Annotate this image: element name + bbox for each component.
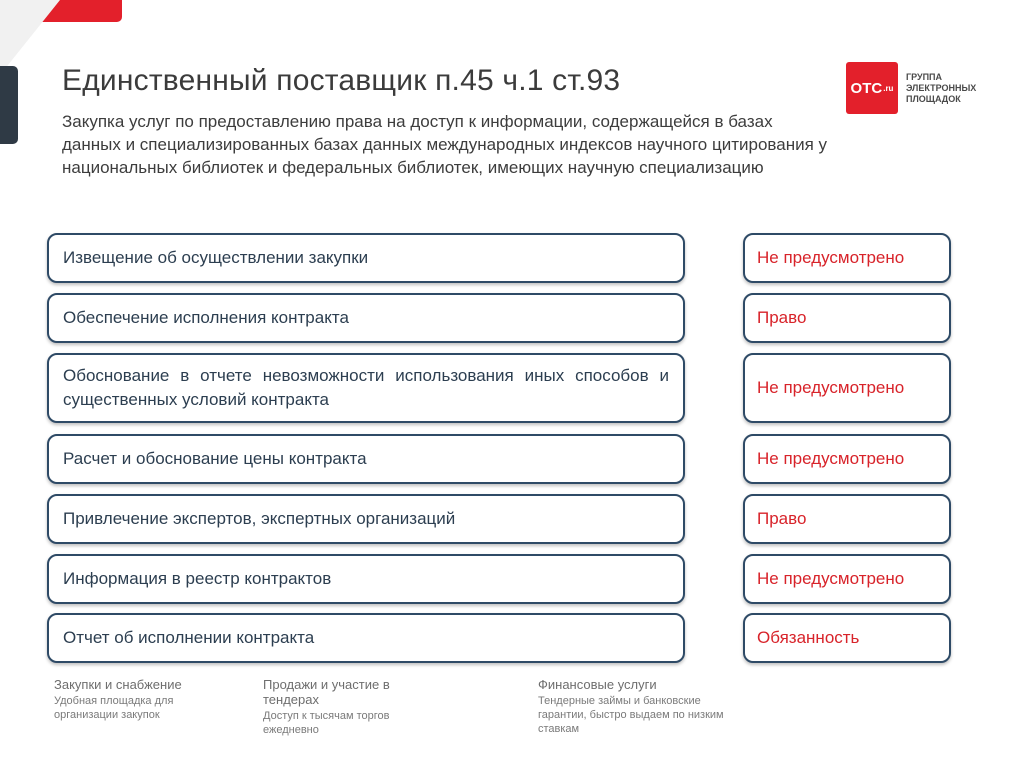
footer-sales[interactable] bbox=[263, 677, 433, 737]
row-status: Право bbox=[743, 293, 951, 343]
row-label: Расчет и обоснование цены контракта bbox=[47, 434, 685, 484]
footer-heading: Финансовые услуги bbox=[538, 677, 657, 692]
ots-logo[interactable] bbox=[846, 62, 984, 114]
ots-logo-mark bbox=[846, 62, 898, 114]
footer-description: Удобная площадка для организации закупок bbox=[54, 695, 174, 721]
footer-procurement[interactable] bbox=[54, 677, 224, 722]
footer-heading: Продажи и участие в тендерах bbox=[263, 677, 390, 707]
page-title: Единственный поставщик п.45 ч.1 ст.93 bbox=[62, 64, 621, 97]
row-status: Право bbox=[743, 494, 951, 544]
row-label: Обеспечение исполнения контракта bbox=[47, 293, 685, 343]
row-label: Извещение об осуществлении закупки bbox=[47, 233, 685, 283]
row-status: Обязанность bbox=[743, 613, 951, 663]
left-accent-bar bbox=[0, 66, 18, 144]
page-subtitle: Закупка услуг по предоставлению права на доступ к информации, содержащейся в базах данных и специализированных базах данных международных индексов научного цитирования у национальных библиотек и федеральных библиотек, имеющих научную специализацию bbox=[62, 112, 828, 177]
footer-description: Доступ к тысячам торгов ежедневно bbox=[263, 710, 390, 736]
row-label: Привлечение экспертов, экспертных организаций bbox=[47, 494, 685, 544]
row-label: Информация в реестр контрактов bbox=[47, 554, 685, 604]
row-status: Не предусмотрено bbox=[743, 434, 951, 484]
row-status: Не предусмотрено bbox=[743, 353, 951, 423]
row-status: Не предусмотрено bbox=[743, 233, 951, 283]
footer-description: Тендерные займы и банковские гарантии, быстро выдаем по низким ставкам bbox=[538, 695, 724, 735]
footer-heading: Закупки и снабжение bbox=[54, 677, 182, 692]
logo-caption: ГРУППА ЭЛЕКТРОННЫХ ПЛОЩАДОК bbox=[906, 71, 977, 104]
footer-finance[interactable] bbox=[538, 677, 748, 736]
logo-mark-text: ОТС bbox=[850, 79, 883, 97]
row-label: Отчет об исполнении контракта bbox=[47, 613, 685, 663]
logo-mark-suffix: .ru bbox=[883, 83, 894, 93]
row-status: Не предусмотрено bbox=[743, 554, 951, 604]
row-label: Обоснование в отчете невозможности использования иных способов и существенных условий контракта bbox=[47, 353, 685, 423]
